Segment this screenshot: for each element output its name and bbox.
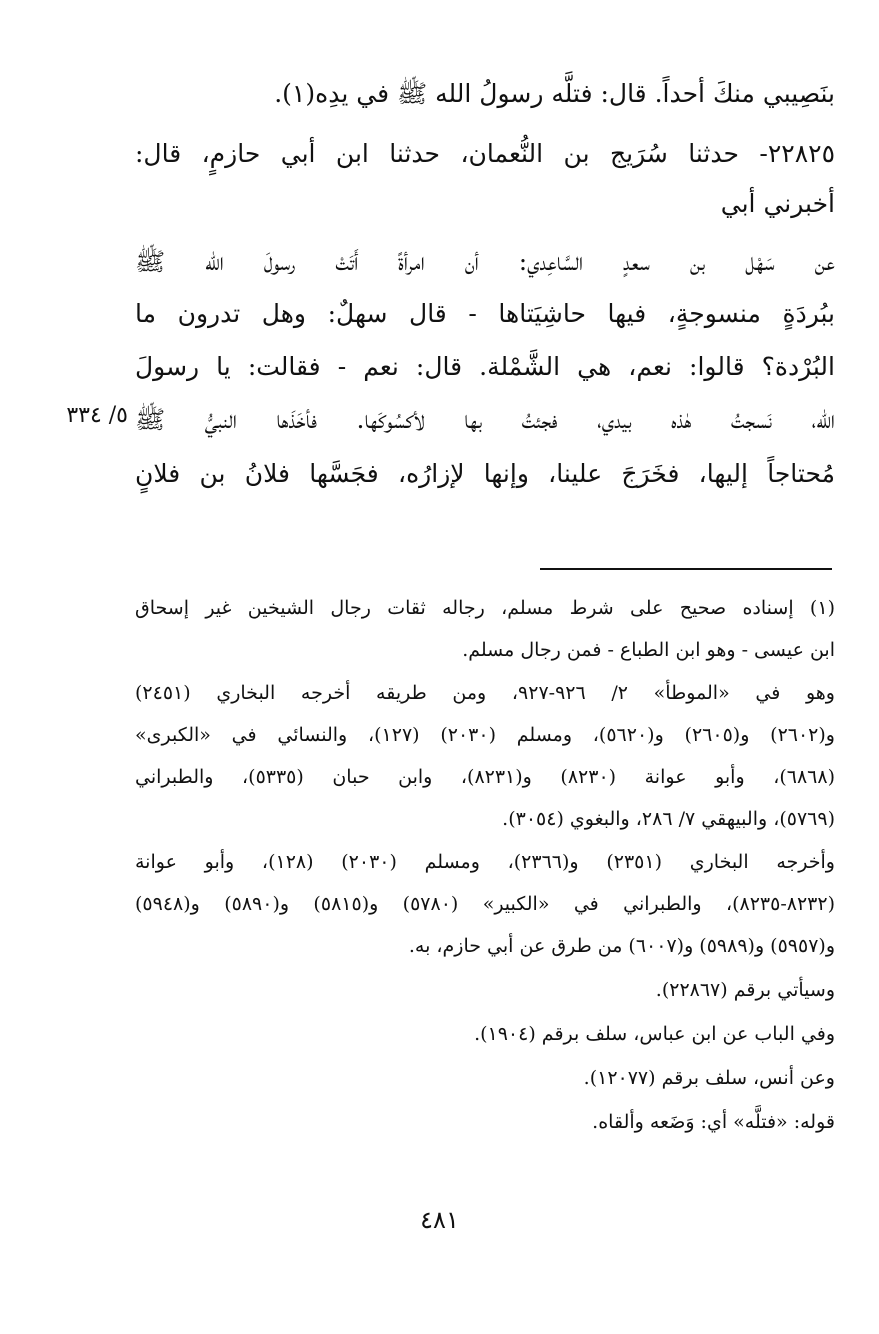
footnote-line: (١) إسناده صحيح على شرط مسلم، رجاله ثقات رجال الشيخين غير إسحاق (135, 597, 835, 619)
main-text-line: الله، نَسجتُ هٰذه بيدي، فجئتُ بها لأكسُوكَها. فأخَذَها النبيُّ ﷺ (135, 405, 835, 434)
page-number: ٤٨١ (420, 1206, 459, 1234)
footnote-line: وفي الباب عن ابن عباس، سلف برقم (١٩٠٤). (474, 1023, 835, 1045)
footnote-line: و(٢٦٠٢) و(٢٦٠٥) و(٥٦٢٠)، ومسلم (٢٠٣٠) (١٢٧)، والنسائي في «الكبرى» (135, 724, 835, 746)
footnote-line: (٨٢٣٢-٨٢٣٥)، والطبراني في «الكبير» (٥٧٨٠) و(٥٨١٥) و(٥٨٩٠) و(٥٩٤٨) (135, 893, 835, 915)
footnote-line: (٦٨٦٨)، وأبو عوانة (٨٢٣٠) و(٨٢٣١)، وابن حبان (٥٣٣٥)، والطبراني (135, 766, 835, 788)
main-text-line: مُحتاجاً إليها، فخَرَجَ علينا، وإنها لإزارُه، فجَسَّها فلانُ بن فلانٍ (135, 459, 835, 488)
footnote-line: وسيأتي برقم (٢٢٨٦٧). (655, 979, 835, 1001)
footnote-line: وهو في «الموطأ» ٢/ ٩٢٦-٩٢٧، ومن طريقه أخرجه البخاري (٢٤٥١) (135, 682, 835, 704)
footnote-separator (540, 568, 832, 570)
footnote-line: قوله: «فتلَّه» أي: وَضَعه وألقاه. (592, 1111, 835, 1133)
margin-volume-page-ref: ٥/ ٣٣٤ (66, 403, 128, 428)
footnote-line: (٥٧٦٩)، والبيهقي ٧/ ٢٨٦، والبغوي (٣٠٥٤). (502, 808, 835, 830)
footnote-line: وأخرجه البخاري (٢٣٥١) و(٢٣٦٦)، ومسلم (٢٠٣٠) (١٢٨)، وأبو عوانة (135, 851, 835, 873)
main-text-line: ببُردَةٍ منسوجةٍ، فيها حاشِيَتاها - قال سهلٌ: وهل تدرون ما (135, 299, 835, 328)
footnote-line: وعن أنس، سلف برقم (١٢٠٧٧). (583, 1067, 835, 1089)
main-text-line: البُرْدة؟ قالوا: نعم، هي الشَّمْلة. قال: نعم - فقالت: يا رسولَ (135, 352, 835, 381)
main-text-line: عن سَهْل بن سعدٍ السَّاعِدي: أن امرأةً أَتَتْ رسولَ الله ﷺ (135, 247, 835, 276)
main-text-line: بنَصِيبي منكَ أحداً. قال: فتلَّه رسولُ الله ﷺ في يدِه(١). (274, 79, 835, 108)
footnote-line: و(٥٩٥٧) و(٥٩٨٩) و(٦٠٠٧) من طرق عن أبي حازم، به. (408, 935, 835, 957)
main-text-line: أخبرني أبي (720, 189, 835, 218)
hadith-number-line: ٢٢٨٢٥- حدثنا سُرَيج بن النُّعمان، حدثنا ابن أبي حازمٍ، قال: (135, 139, 835, 168)
footnote-line: ابن عيسى - وهو ابن الطباع - فمن رجال مسلم. (462, 639, 835, 661)
